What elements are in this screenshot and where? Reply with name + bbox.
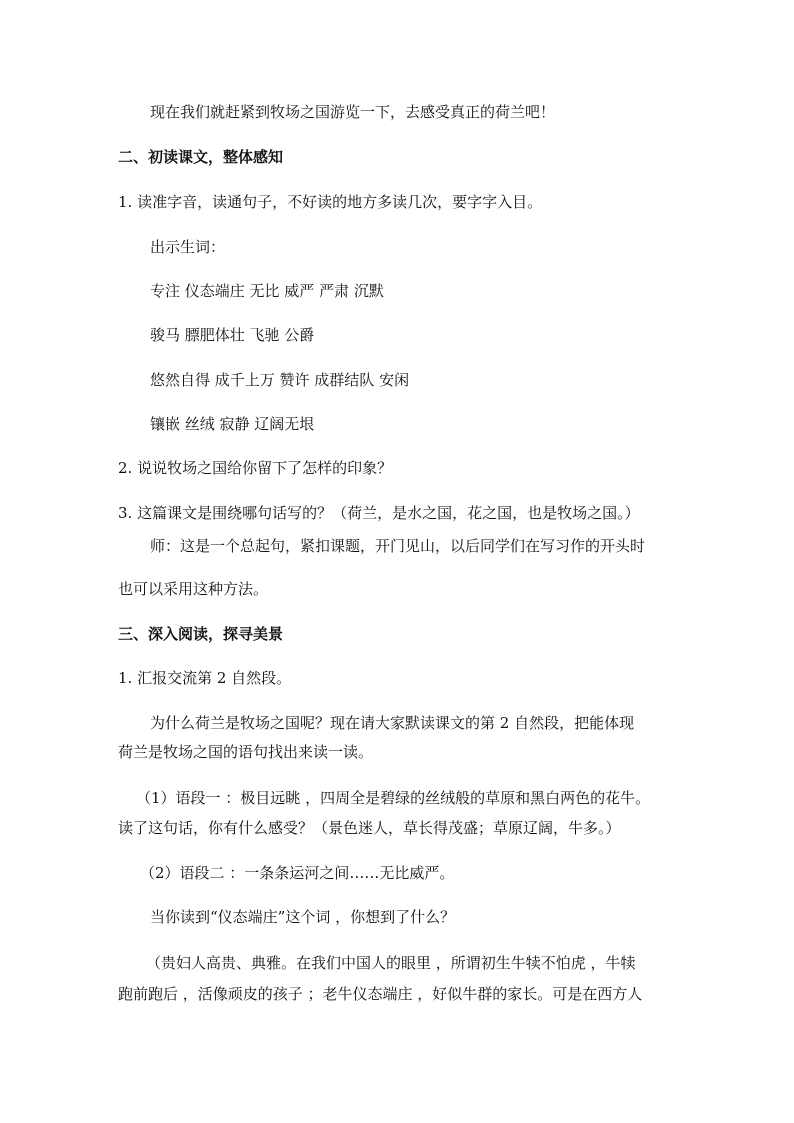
item-1: 1. 读准字音，读通句子，不好读的地方多读几次，要字字入目。 xyxy=(118,193,543,211)
teacher-note-line-1: 师：这是一个总起句，紧扣课题，开门见山，以后同学们在写习作的开头时 xyxy=(150,537,646,555)
section-heading-2: 二、初读课文，整体感知 xyxy=(118,148,284,166)
question-line-1: 为什么荷兰是牧场之国呢？现在请大家默读课文的第 2 自然段，把能体现 xyxy=(150,714,635,732)
question-line-2: 荷兰是牧场之国的语句找出来读一读。 xyxy=(118,743,374,761)
item-3: 3. 这篇课文是围绕哪句话写的？（荷兰，是水之国，花之国，也是牧场之国。） xyxy=(118,504,640,522)
phrase-question: 当你读到“仪态端庄”这个词 ，你想到了什么？ xyxy=(150,908,456,926)
passage-1-line-1: （1）语段一 ：极目远眺 ，四周全是碧绿的丝绒般的草原和黑白两色的花牛。 xyxy=(136,789,651,807)
vocab-line-2: 骏马 膘肥体壮 飞驰 公爵 xyxy=(150,326,315,344)
vocab-line-3: 悠然自得 成千上万 赞许 成群结队 安闲 xyxy=(150,371,410,389)
vocab-line-4: 镶嵌 丝绒 寂静 辽阔无垠 xyxy=(150,415,315,433)
teacher-note-line-2: 也可以采用这种方法。 xyxy=(118,580,269,598)
passage-1-line-2: 读了这句话，你有什么感受？（景色迷人，草长得茂盛；草原辽阔，牛多。） xyxy=(118,819,621,837)
answer-line-1: （贵妇人高贵、典雅。在我们中国人的眼里 ，所谓初生牛犊不怕虎 ，牛犊 xyxy=(146,954,636,972)
item-1-section-3: 1. 汇报交流第 2 自然段。 xyxy=(118,669,292,687)
section-heading-3: 三、深入阅读，探寻美景 xyxy=(118,625,284,643)
item-2: 2. 说说牧场之国给你留下了怎样的印象？ xyxy=(118,459,393,477)
passage-2: （2）语段二 ：一条条运河之间……无比威严。 xyxy=(140,864,455,882)
vocab-label: 出示生词： xyxy=(150,238,226,256)
answer-line-2: 跑前跑后 ，活像顽皮的孩子 ；老牛仪态端庄 ，好似牛群的家长。可是在西方人 xyxy=(118,985,643,1003)
vocab-line-1: 专注 仪态端庄 无比 威严 严肃 沉默 xyxy=(150,282,384,300)
intro-paragraph: 现在我们就赶紧到牧场之国游览一下，去感受真正的荷兰吧！ xyxy=(150,103,556,121)
